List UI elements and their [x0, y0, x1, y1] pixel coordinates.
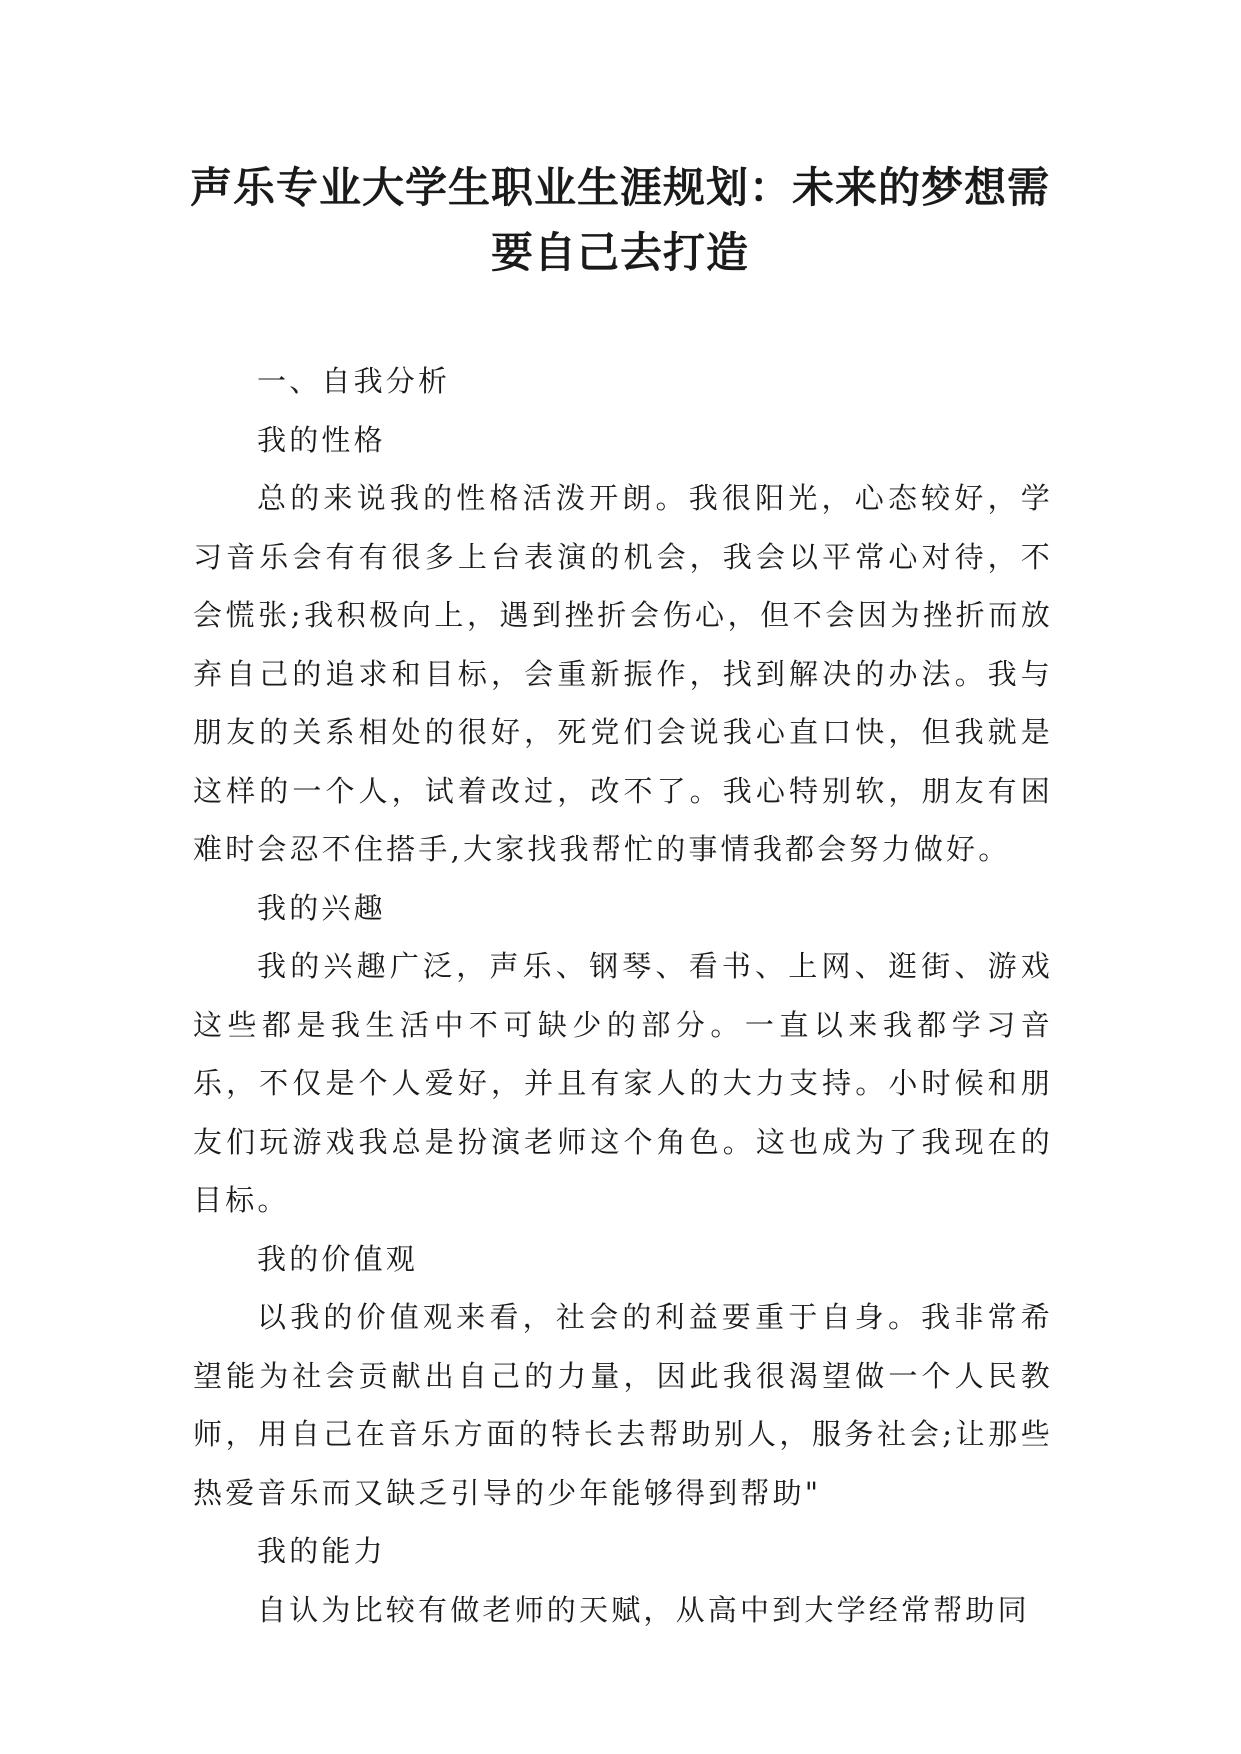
section-heading: 一、自我分析 [257, 364, 451, 398]
paragraph-abilities: 自认为比较有做老师的天赋，从高中到大学经常帮助同 [257, 1592, 1030, 1627]
document-title: 声乐专业大学生职业生涯规划：未来的梦想需要自己去打造 [190, 163, 1051, 277]
subheading-interests: 我的兴趣 [257, 890, 386, 925]
paragraph-interests: 我的兴趣广泛，声乐、钢琴、看书、上网、逛街、游戏这些都是我生活中不可缺少的部分。一直以来我都学习音乐，不仅是个人爱好，并且有家人的大力支持。小时候和朋友们玩游戏我总是扮演老师这个角色。这也成为了我现在的目标。 [193, 949, 1053, 1217]
paragraph-personality: 总的来说我的性格活泼开朗。我很阳光，心态较好，学习音乐会有有很多上台表演的机会，我会以平常心对待，不会慌张;我积极向上，遇到挫折会伤心，但不会因为挫折而放弃自己的追求和目标，会重新振作，找到解决的办法。我与朋友的关系相处的很好，死党们会说我心直口快，但我就是这样的一个人，试着改过，改不了。我心特别软，朋友有困难时会忍不住搭手,大家找我帮忙的事情我都会努力做好。 [193, 481, 1053, 866]
subheading-personality: 我的性格 [257, 422, 386, 457]
paragraph-values: 以我的价值观来看，社会的利益要重于自身。我非常希望能为社会贡献出自己的力量，因此我很渴望做一个人民教师，用自己在音乐方面的特长去帮助别人，服务社会;让那些热爱音乐而又缺乏引导的少年能够得到帮助" [193, 1300, 1053, 1510]
subheading-values: 我的价值观 [257, 1241, 419, 1276]
document-body [193, 352, 1053, 1639]
subheading-abilities: 我的能力 [257, 1534, 386, 1568]
